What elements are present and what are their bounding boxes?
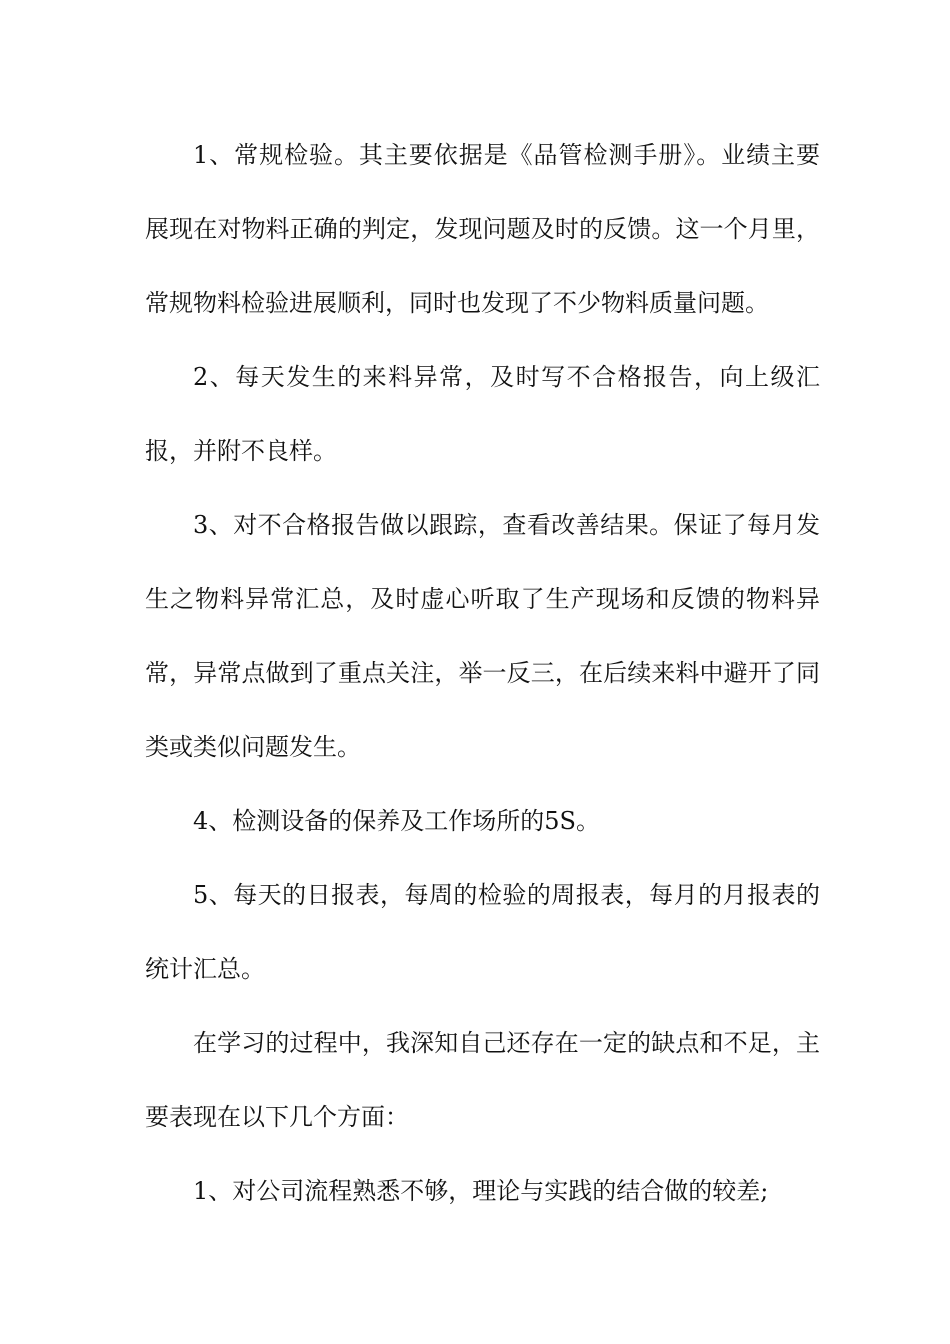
paragraph-report-tracking: 3、对不合格报告做以跟踪，查看改善结果。保证了每月发生之物料异常汇总，及时虚心听取了生产现场和反馈的物料异常，异常点做到了重点关注，举一反三，在后续来料中避开了同类或类似问题发生。 [145,511,820,761]
paragraph-shortcomings-intro: 在学习的过程中，我深知自己还存在一定的缺点和不足，主要表现在以下几个方面： [145,1029,820,1131]
paragraph-reports-summary: 5、每天的日报表，每周的检验的周报表，每月的月报表的统计汇总。 [145,881,820,983]
paragraph-equipment-5s: 4、检测设备的保养及工作场所的5S。 [193,807,600,835]
paragraph-incoming-abnormal: 2、每天发生的来料异常，及时写不合格报告，向上级汇报，并附不良样。 [145,363,820,465]
paragraph-routine-inspection: 1、常规检验。其主要依据是《品管检测手册》。业绩主要展现在对物料正确的判定，发现问题及时的反馈。这一个月里，常规物料检验进展顺利，同时也发现了不少物料质量问题。 [145,141,820,317]
paragraph-shortcoming-1: 1、对公司流程熟悉不够，理论与实践的结合做的较差; [193,1177,769,1205]
